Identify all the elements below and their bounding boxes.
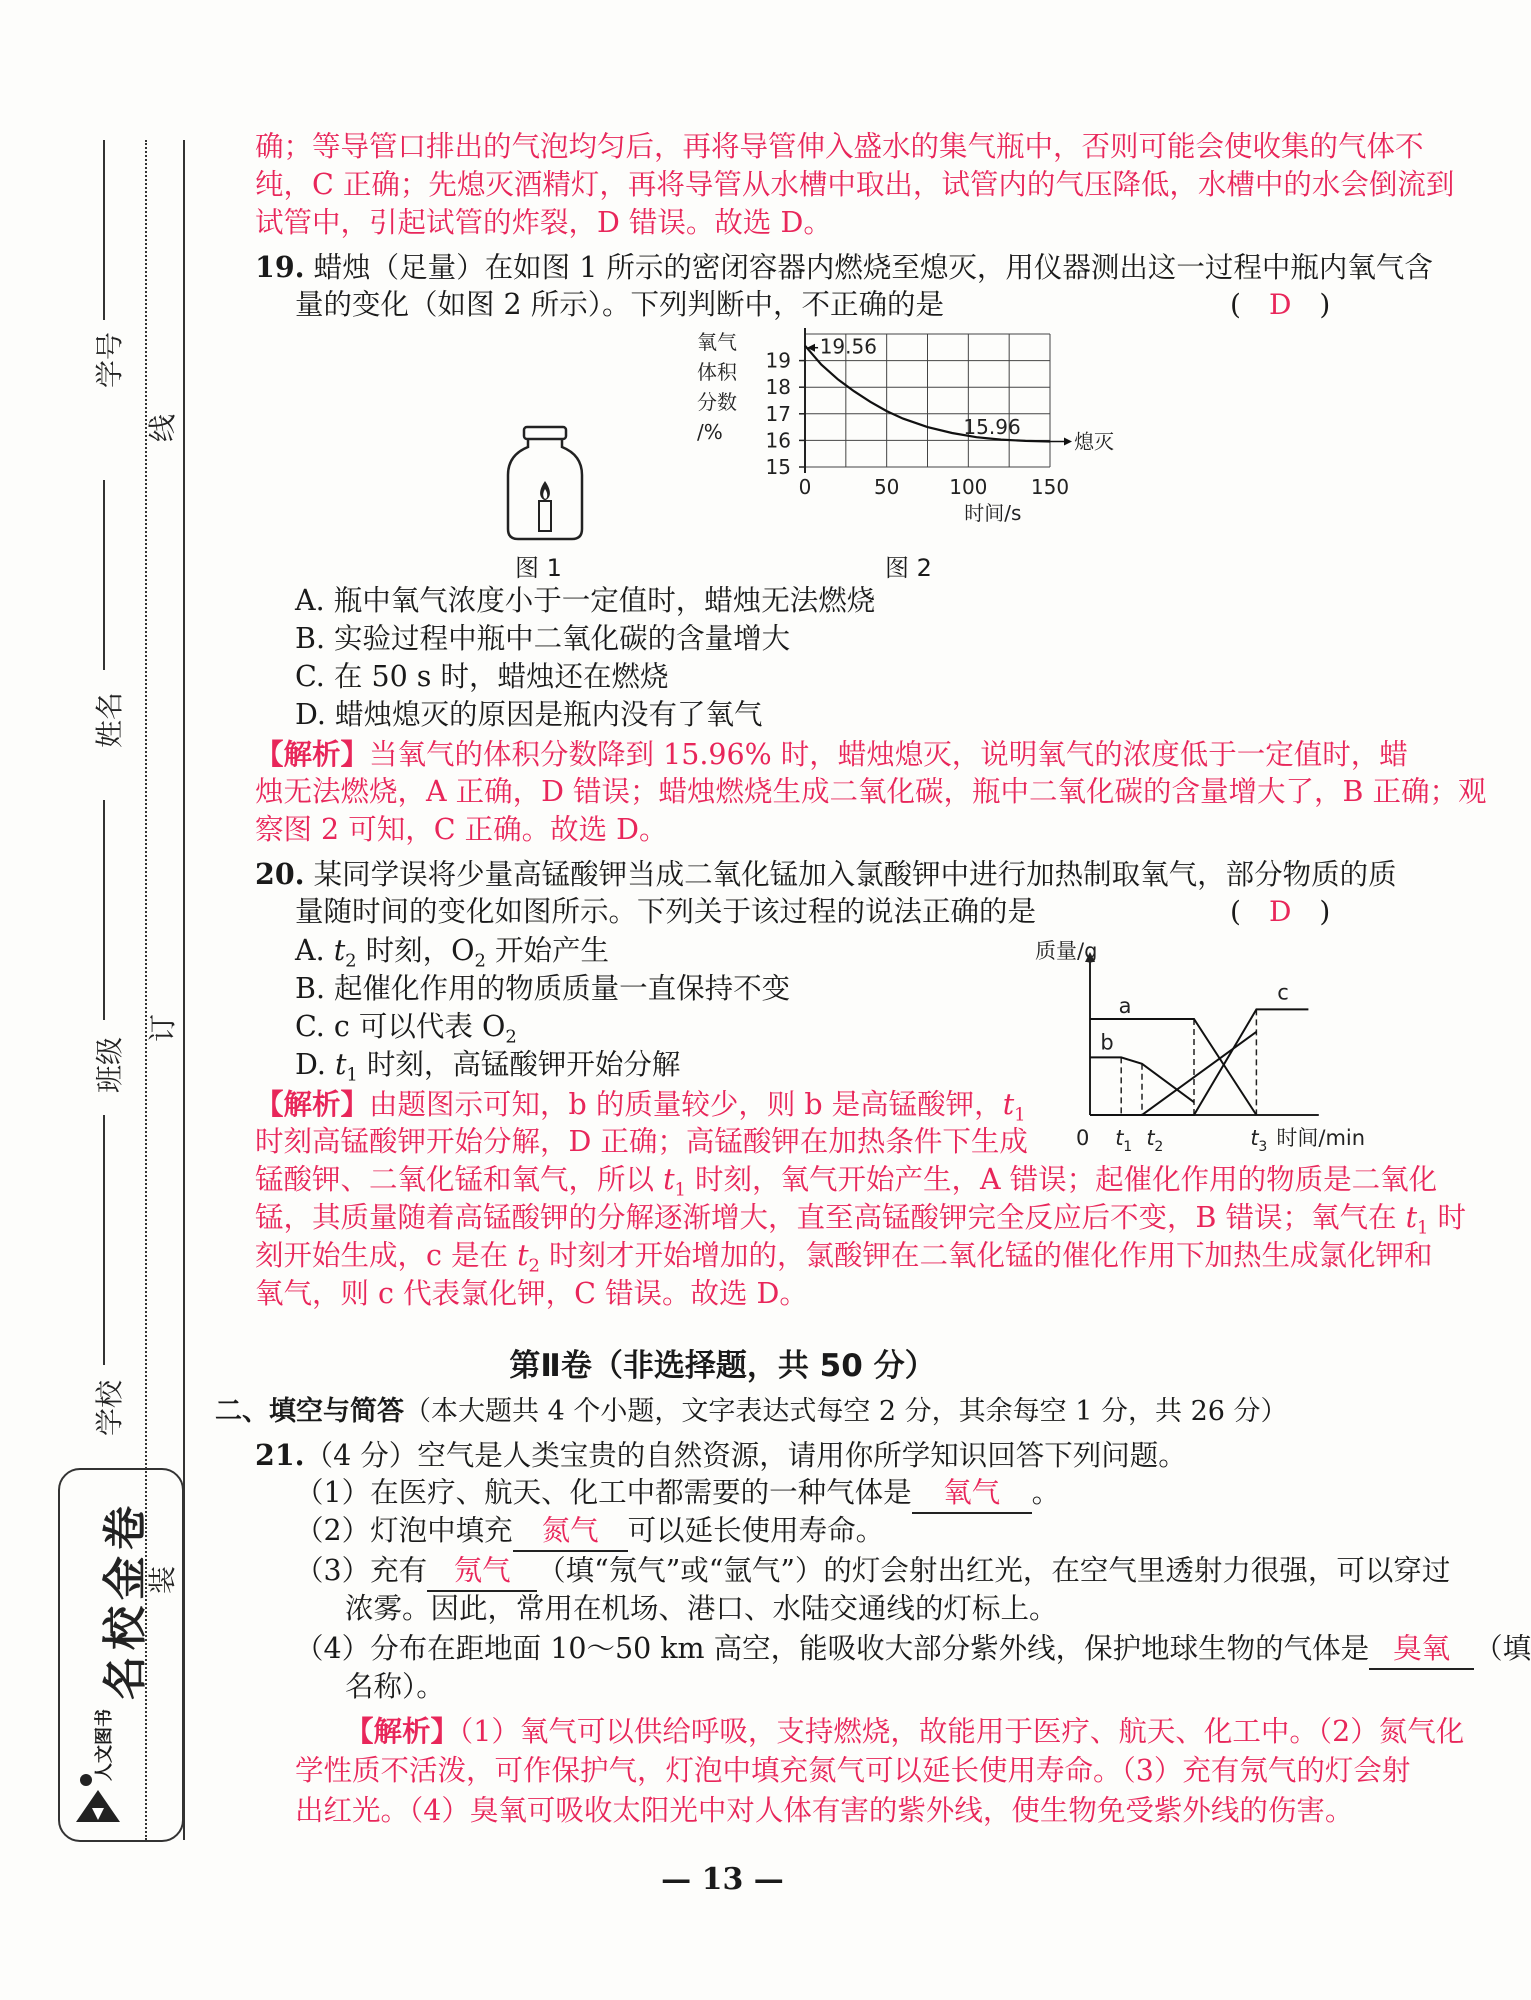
q21-sub4-cont: 名称）。 bbox=[345, 1670, 445, 1703]
part2-title: 二、填空与简答 bbox=[215, 1396, 404, 1427]
banji-field bbox=[103, 800, 105, 1020]
q20-opt-d-post: 时刻，高锰酸钾开始分解 bbox=[357, 1048, 681, 1081]
series-line-a bbox=[1090, 1019, 1256, 1115]
zhuang-label: 装 bbox=[146, 1565, 180, 1595]
y-axis-label: 氧气 bbox=[697, 330, 737, 354]
xuexiao-field bbox=[103, 1115, 105, 1365]
q21-stem-text: （4 分）空气是人类宝贵的自然资源，请用你所学知识回答下列问题。 bbox=[304, 1439, 1187, 1472]
q20-jiexi-line2: 时刻高锰酸钾开始分解，D 正确；高锰酸钾在加热条件下生成 bbox=[255, 1125, 1028, 1158]
publisher-logo-icon bbox=[68, 1770, 128, 1830]
q21-jiexi-line1 bbox=[345, 1712, 1475, 1751]
q21-sub4 bbox=[295, 1630, 1531, 1670]
q19-option-a: A. 瓶中氧气浓度小于一定值时，蜡烛无法燃烧 bbox=[295, 584, 876, 617]
q21-stem bbox=[255, 1436, 1385, 1475]
q21-s2-pre: （2）灯泡中填充 bbox=[295, 1514, 513, 1547]
x-tick-label: 0 bbox=[798, 475, 812, 499]
annotation-extinguish: 熄灭 bbox=[1074, 429, 1114, 454]
x-axis-label: 时间/s bbox=[964, 501, 1022, 525]
y-axis-label: /% bbox=[697, 420, 723, 444]
q20-jiexi-text1: 由题图示可知，b 的质量较少，则 b 是高锰酸钾， bbox=[369, 1088, 1003, 1121]
y-axis-label: 体积 bbox=[697, 360, 737, 384]
y-axis-label: 质量/g bbox=[1035, 939, 1098, 963]
q21-jiexi-label: 【解析】 bbox=[345, 1714, 460, 1748]
xuehao-field bbox=[103, 140, 105, 320]
q19-jiexi-line1 bbox=[255, 735, 1408, 774]
mass-chart bbox=[1000, 930, 1380, 1155]
q20-jiexi-label: 【解析】 bbox=[255, 1087, 370, 1121]
part2-header bbox=[215, 1393, 1345, 1431]
q20-stem-line1 bbox=[255, 855, 1397, 894]
x-tick-subscript: 2 bbox=[1154, 1139, 1164, 1155]
q20-jiexi3-pre: 锰酸钾、二氧化锰和氧气，所以 bbox=[255, 1163, 664, 1196]
q21-sub3 bbox=[295, 1552, 1451, 1592]
fig1-caption: 图 1 bbox=[515, 554, 562, 582]
q20-jiexi5-post: 时刻才开始增加的，氯酸钾在二氧化锰的催化作用下加热生成氯化钾和 bbox=[540, 1239, 1433, 1272]
series-label-a: a bbox=[1118, 994, 1132, 1018]
y-tick-label: 18 bbox=[765, 375, 791, 400]
q20-stem-line2: 量随时间的变化如图所示。下列关于该过程的说法正确的是 bbox=[295, 895, 1037, 928]
q19-jiexi-line2: 烛无法燃烧，A 正确，D 错误；蜡烛燃烧生成二氧化碳，瓶中二氧化碳的含量增大了，B 正确；观 bbox=[255, 775, 1487, 808]
q21-s2-post: 可以延长使用寿命。 bbox=[627, 1514, 885, 1547]
xuehao-label: 学号 bbox=[93, 331, 127, 389]
q21-sub3-cont: 浓雾。因此，常用在机场、港口、水陆交通线的灯标上。 bbox=[345, 1592, 1058, 1625]
q20-jiexi-line6: 氧气，则 c 代表氯化钾，C 错误。故选 D。 bbox=[255, 1277, 808, 1310]
sub-1-j4: 1 bbox=[1417, 1217, 1429, 1239]
q21-s1-pre: （1）在医疗、航天、化工中都需要的一种气体是 bbox=[295, 1476, 912, 1509]
y-tick-label: 15 bbox=[765, 455, 791, 479]
q19-jiexi-label: 【解析】 bbox=[255, 737, 370, 771]
brand-box bbox=[58, 1468, 184, 1842]
q21-s2-answer[interactable]: 氮气 bbox=[513, 1512, 628, 1552]
xingming-field bbox=[103, 480, 105, 670]
q20-jiexi4-end: 时 bbox=[1428, 1201, 1467, 1234]
q19-option-b: B. 实验过程中瓶中二氧化碳的含量增大 bbox=[295, 622, 791, 655]
xian-label: 线 bbox=[146, 413, 180, 443]
q19-answer: D bbox=[1268, 288, 1292, 321]
fig2-caption: 图 2 bbox=[885, 554, 932, 582]
q21-s4-post: （填 bbox=[1474, 1632, 1531, 1665]
ding-label: 订 bbox=[146, 1013, 180, 1043]
q21-sub1 bbox=[295, 1474, 1385, 1514]
x-axis-label: 时间/min bbox=[1276, 1126, 1366, 1150]
series-label-b: b bbox=[1100, 1030, 1114, 1055]
sub-2: 2 bbox=[345, 950, 357, 972]
annotation-arrowhead-end bbox=[1064, 437, 1072, 445]
oxygen-chart bbox=[695, 322, 1125, 537]
q21-jiexi-line3: 出红光。（4）臭氧可吸收太阳光中对人体有害的紫外线，使生物免受紫外线的伤害。 bbox=[295, 1794, 1354, 1827]
t-var-j4: t bbox=[1405, 1201, 1418, 1234]
sub-1-j3: 1 bbox=[674, 1179, 686, 1201]
q20-jiexi3-post: 时刻，氧气开始产生，A 错误；起催化作用的物质是二氧化 bbox=[685, 1163, 1438, 1196]
q19-jiexi-text1: 当氧气的体积分数降到 15.96% 时，蜡烛熄灭，说明氧气的浓度低于一定值时，蜡 bbox=[369, 738, 1408, 771]
q21-number: 21. bbox=[255, 1438, 305, 1472]
q20-stem1: 某同学误将少量高锰酸钾当成二氧化锰加入氯酸钾中进行加热制取氧气，部分物质的质 bbox=[313, 858, 1397, 891]
q21-s3-post: （填“氖气”或“氩气”）的灯会射出红光，在空气里透射力很强，可以穿过 bbox=[537, 1554, 1451, 1587]
t-var-j3: t bbox=[663, 1163, 675, 1196]
o-symbol-c: O bbox=[482, 1010, 506, 1043]
q20-jiexi5-pre: 刻开始生成，c 是在 bbox=[255, 1239, 518, 1272]
x-tick-label: 50 bbox=[873, 475, 900, 499]
q20-opt-a-pre: A. bbox=[295, 934, 334, 967]
banji-label: 班级 bbox=[93, 1036, 127, 1094]
q20-option-b: B. 起催化作用的物质质量一直保持不变 bbox=[295, 972, 791, 1005]
q19-option-d: D. 蜡烛熄灭的原因是瓶内没有了氧气 bbox=[295, 698, 763, 731]
t-var-d: t bbox=[334, 1048, 347, 1081]
sub-2-j5: 2 bbox=[528, 1255, 540, 1277]
series-label-c: c bbox=[1277, 980, 1289, 1005]
q18-jiexi-line3: 试管中，引起试管的炸裂，D 错误。故选 D。 bbox=[255, 206, 832, 239]
x-tick-label: 100 bbox=[949, 475, 988, 499]
q18-jiexi-line2: 纯，C 正确；先熄灭酒精灯，再将导管从水槽中取出，试管内的气压降低，水槽中的水会倒流到 bbox=[255, 168, 1455, 201]
xingming-label: 姓名 bbox=[93, 691, 127, 749]
q21-s1-post: 。 bbox=[1031, 1476, 1061, 1509]
x-tick-subscript: 3 bbox=[1258, 1139, 1268, 1155]
q19-answer-paren: ( D ) bbox=[1230, 288, 1331, 321]
y-axis-label: 分数 bbox=[697, 390, 737, 414]
x-tick-label: t bbox=[1115, 1126, 1124, 1150]
part2-note: （本大题共 4 个小题，文字表达式每空 2 分，其余每空 1 分，共 26 分） bbox=[404, 1396, 1288, 1427]
o-symbol: O bbox=[451, 934, 475, 967]
y-tick-label: 19 bbox=[765, 348, 791, 373]
t-var-j1: t bbox=[1002, 1088, 1015, 1121]
section-title: 第Ⅱ卷（非选择题，共 50 分） bbox=[509, 1348, 936, 1384]
q20-opt-c: C. c 可以代表 bbox=[295, 1010, 482, 1043]
q19-number: 19. bbox=[255, 250, 305, 284]
x-tick-label: t bbox=[1250, 1126, 1259, 1150]
y-tick-label: 16 bbox=[765, 428, 791, 453]
annotation-max-value: 19.56 bbox=[819, 334, 877, 359]
q21-s3-answer[interactable]: 氖气 bbox=[427, 1552, 537, 1592]
q21-s3-pre: （3）充有 bbox=[295, 1554, 428, 1587]
sub-2b: 2 bbox=[474, 950, 486, 972]
t-var: t bbox=[333, 934, 346, 967]
brand-logo: 名校金卷 bbox=[100, 1500, 151, 1700]
q19-stem-line1 bbox=[255, 248, 1433, 287]
x-tick-label: t bbox=[1146, 1126, 1155, 1150]
q19-stem1: 蜡烛（足量）在如图 1 所示的密闭容器内燃烧至熄灭，用仪器测出这一过程中瓶内氧气含 bbox=[313, 251, 1433, 284]
x-tick-label: 0 bbox=[1076, 1126, 1090, 1150]
q21-sub2 bbox=[295, 1512, 1385, 1552]
q20-opt-d-pre: D. bbox=[295, 1048, 335, 1081]
q19-option-c: C. 在 50 s 时，蜡烛还在燃烧 bbox=[295, 660, 669, 693]
page-number: — 13 — bbox=[661, 1862, 784, 1897]
q20-answer: D bbox=[1268, 895, 1292, 928]
q21-s4-pre: （4）分布在距地面 10～50 km 高空，能吸收大部分紫外线，保护地球生物的气体是 bbox=[295, 1632, 1370, 1665]
q21-s4-answer[interactable]: 臭氧 bbox=[1369, 1630, 1474, 1670]
q19-jiexi-line3: 察图 2 可知，C 正确。故选 D。 bbox=[255, 813, 668, 846]
sub-1-j1: 1 bbox=[1014, 1104, 1026, 1126]
annotation-min-value: 15.96 bbox=[963, 414, 1021, 439]
x-tick-label: 150 bbox=[1030, 475, 1070, 499]
x-tick-subscript: 1 bbox=[1123, 1139, 1133, 1155]
jar-candle-figure bbox=[500, 425, 590, 545]
q19-stem2: 量的变化（如图 2 所示）。下列判断中，不正确的是 bbox=[295, 288, 945, 321]
t-var-j5: t bbox=[517, 1239, 529, 1272]
q20-answer-paren: ( D ) bbox=[1230, 895, 1331, 928]
q21-jiexi-text1: （1）氧气可以供给呼吸，支持燃烧，故能用于医疗、航天、化工中。（2）氮气化 bbox=[459, 1715, 1465, 1748]
sub-2c: 2 bbox=[505, 1026, 517, 1048]
q21-s1-answer[interactable]: 氧气 bbox=[912, 1474, 1032, 1514]
q19-stem-line2 bbox=[295, 286, 1385, 324]
series-line-cross bbox=[1142, 1032, 1256, 1115]
q20-number: 20. bbox=[255, 857, 305, 891]
q18-jiexi-line1: 确；等导管口排出的气泡均匀后，再将导管伸入盛水的集气瓶中，否则可能会使收集的气体不 bbox=[255, 130, 1424, 163]
q20-opt-a-post: 时刻， bbox=[356, 934, 452, 967]
publisher-label: 人文图书 bbox=[94, 1709, 115, 1781]
q20-opt-a-end: 开始产生 bbox=[486, 934, 610, 967]
sub-1d: 1 bbox=[346, 1064, 358, 1086]
q20-jiexi4: 锰，其质量随着高锰酸钾的分解逐渐增大，直至高锰酸钾完全反应后不变，B 错误；氧气在 bbox=[255, 1201, 1406, 1234]
y-tick-label: 17 bbox=[765, 401, 791, 426]
xuexiao-label: 学校 bbox=[93, 1379, 127, 1437]
q21-jiexi-line2: 学性质不活泼，可作保护气，灯泡中填充氮气可以延长使用寿命。（3）充有氖气的灯会射 bbox=[295, 1754, 1411, 1787]
